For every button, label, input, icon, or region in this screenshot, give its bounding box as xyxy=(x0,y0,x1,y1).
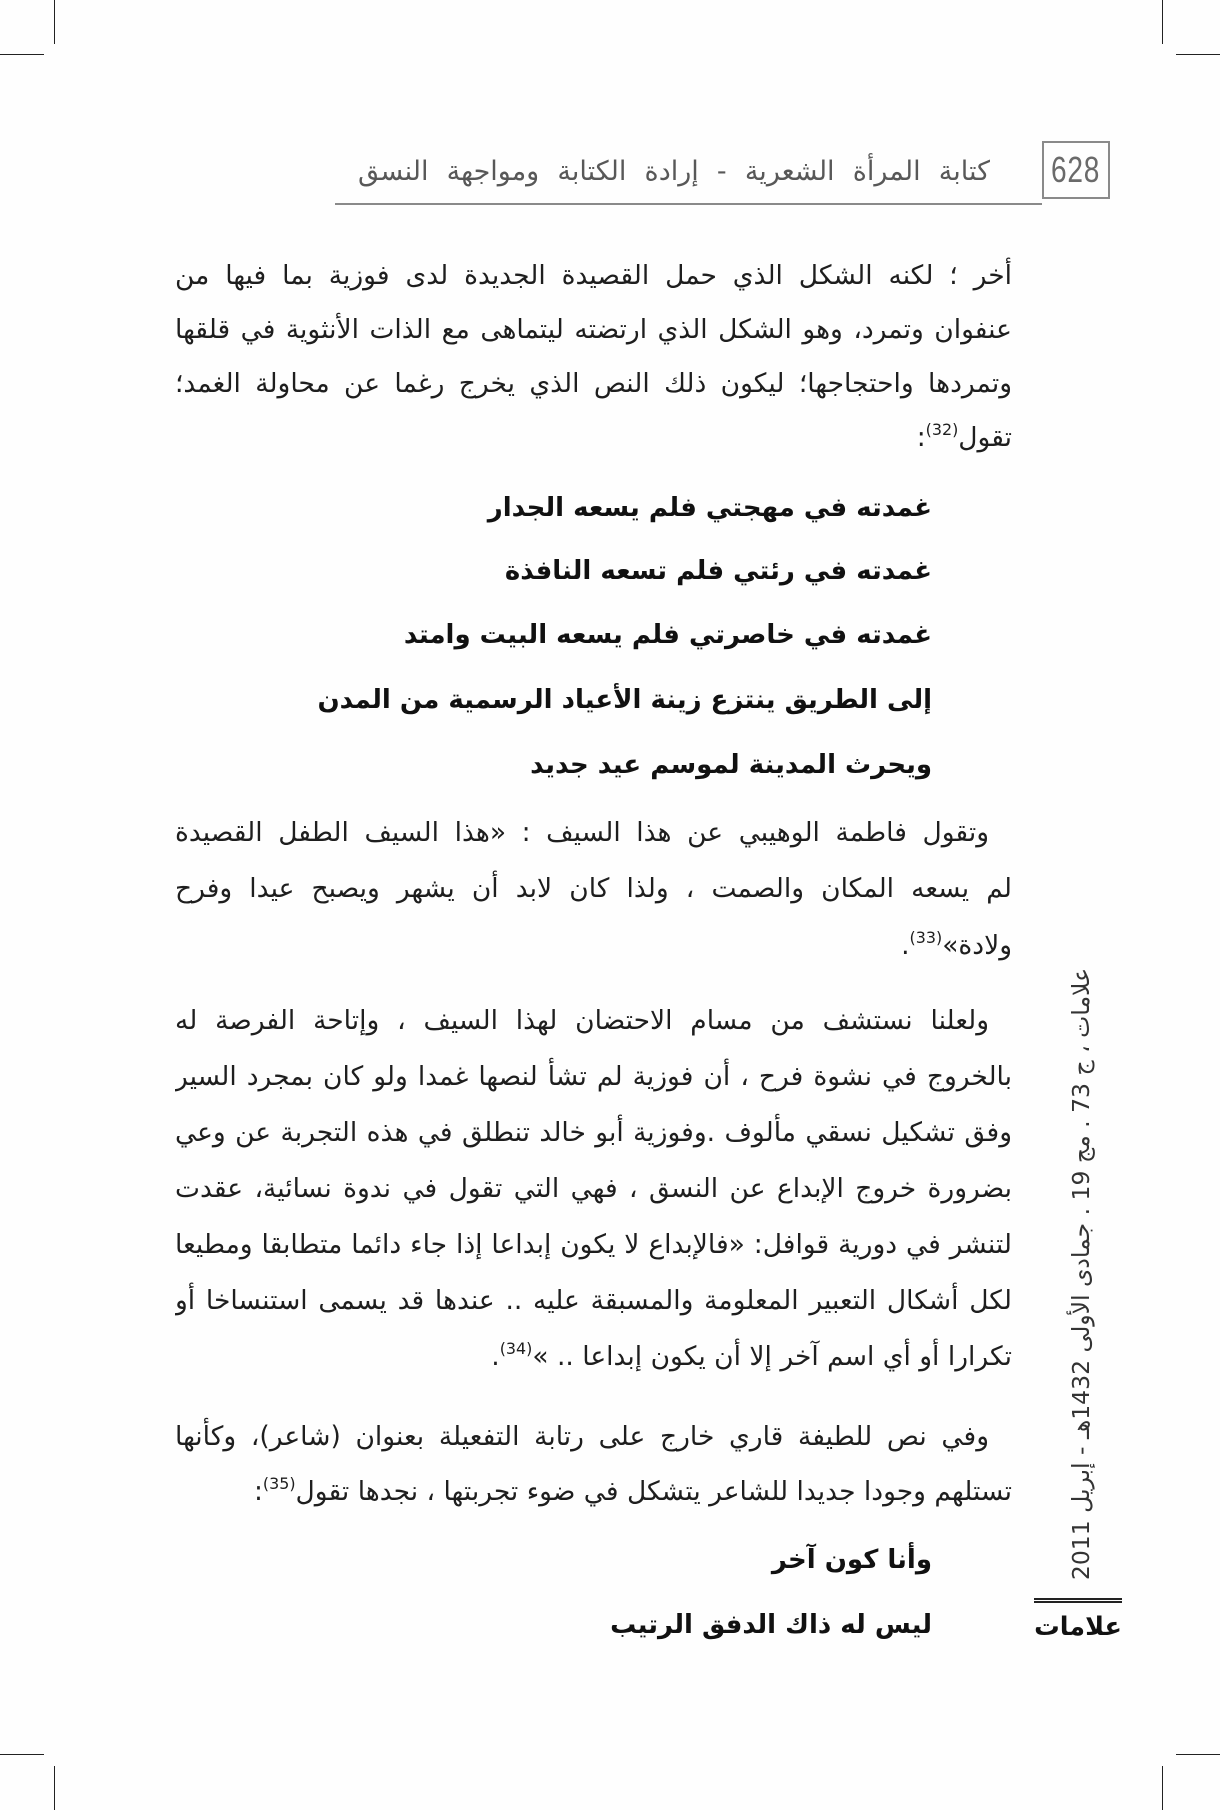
poem-verse: ويحرث المدينة لموسم عيد جديد xyxy=(530,750,932,780)
line-text: تستلهم وجودا جديدا للشاعر يتشكل في ضوء تجربتها ، نجدها تقول xyxy=(295,1476,1012,1507)
poem-verse: غمدته في خاصرتي فلم يسعه البيت وامتد xyxy=(403,620,932,650)
paragraph-line: وفق تشكيل نسقي مألوف .وفوزية أبو خالد تنطلق في هذه التجربة عن وعي xyxy=(175,1117,1012,1148)
page-number-box xyxy=(1042,141,1110,199)
paragraph-line: عنفوان وتمرد، وهو الشكل الذي ارتضته ليتماهى مع الذات الأنثوية في قلقها xyxy=(175,314,1012,345)
paragraph-last-line xyxy=(175,1465,1012,1519)
paragraph-line: بضرورة خروج الإبداع عن النسق ، فهي التي تقول في ندوة نسائية، عقدت xyxy=(175,1173,1012,1204)
paragraph-line: بالخروج في نشوة فرح ، أن فوزية لم تشأ لنصها غمدا ولو كان بمجرد السير xyxy=(175,1061,1012,1092)
journal-logo: علامات xyxy=(1034,1598,1122,1654)
poem-verse: إلى الطريق ينتزع زينة الأعياد الرسمية من المدن xyxy=(317,685,932,715)
paragraph-last-line xyxy=(175,411,1012,465)
crop-mark-bottom-left-vertical xyxy=(54,1766,55,1810)
crop-mark-top-left-horizontal xyxy=(0,54,44,55)
paragraph-first-line: وفي نص للطيفة قاري خارج على رتابة التفعيلة بعنوان (شاعر)، وكأنها xyxy=(175,1421,989,1452)
paragraph-line: لكل أشكال التعبير المعلومة والمسبقة عليه .. عندها قد يسمى استنساخا أو xyxy=(175,1285,1012,1316)
paragraph-last-line xyxy=(175,919,1012,973)
paragraph-first-line: ولعلنا نستشف من مسام الاحتضان لهذا السيف ، وإتاحة الفرصة له xyxy=(175,1005,989,1036)
footnote-reference: (34) xyxy=(499,1338,533,1358)
crop-mark-top-right-horizontal xyxy=(1176,54,1220,55)
poem-verse: ليس له ذاك الدفق الرتيب xyxy=(610,1610,932,1640)
crop-mark-top-right-vertical xyxy=(1162,0,1163,44)
line-punctuation: . xyxy=(901,930,910,961)
line-punctuation: : xyxy=(916,422,926,453)
crop-mark-top-left-vertical xyxy=(54,0,55,44)
paragraph-line: لم يسعه المكان والصمت ، ولذا كان لابد أن يشهر ويصبح عيدا وفرح xyxy=(175,873,1012,904)
line-punctuation: . xyxy=(491,1341,500,1372)
header-rule xyxy=(335,203,1042,205)
poem-verse: غمدته في مهجتي فلم يسعه الجدار xyxy=(487,493,932,523)
footnote-reference: (32) xyxy=(925,419,959,439)
paragraph-line: وتمردها واحتجاجها؛ ليكون ذلك النص الذي يخرج رغما عن محاولة الغمد؛ xyxy=(175,368,1012,399)
footnote-reference: (33) xyxy=(909,927,943,947)
poem-verse: وأنا كون آخر xyxy=(771,1545,932,1575)
footnote-reference: (35) xyxy=(262,1473,296,1493)
line-text: ولادة» xyxy=(942,930,1012,961)
crop-mark-bottom-right-vertical xyxy=(1162,1766,1163,1810)
running-header-title: كتابة المرأة الشعرية - إرادة الكتابة ومواجهة النسق xyxy=(358,156,990,187)
paragraph-line: لتنشر في دورية قوافل: «فالإبداع لا يكون إبداعا إذا جاء دائما متطابقا ومطيعا xyxy=(175,1229,1012,1260)
poem-verse: غمدته في رئتي فلم تسعه النافذة xyxy=(504,556,932,586)
line-text: تكرارا أو أي اسم آخر إلا أن يكون إبداعا .. » xyxy=(532,1341,1012,1372)
paragraph-last-line xyxy=(175,1330,1012,1384)
line-text: تقول xyxy=(958,422,1012,453)
page-number: 628 xyxy=(1051,149,1101,190)
paragraph-first-line: وتقول فاطمة الوهيبي عن هذا السيف : «هذا السيف الطفل القصيدة xyxy=(175,817,989,848)
line-punctuation: : xyxy=(253,1476,263,1507)
crop-mark-bottom-right-horizontal xyxy=(1176,1754,1220,1755)
journal-issue-info: علامات ، ج 73 . مج 19 . جمادى الأولى 1432هـ - إبريل 2011 xyxy=(1067,967,1095,1581)
paragraph-line: أخر ؛ لكنه الشكل الذي حمل القصيدة الجديدة لدى فوزية بما فيها من xyxy=(175,260,1012,291)
crop-mark-bottom-left-horizontal xyxy=(0,1754,44,1755)
